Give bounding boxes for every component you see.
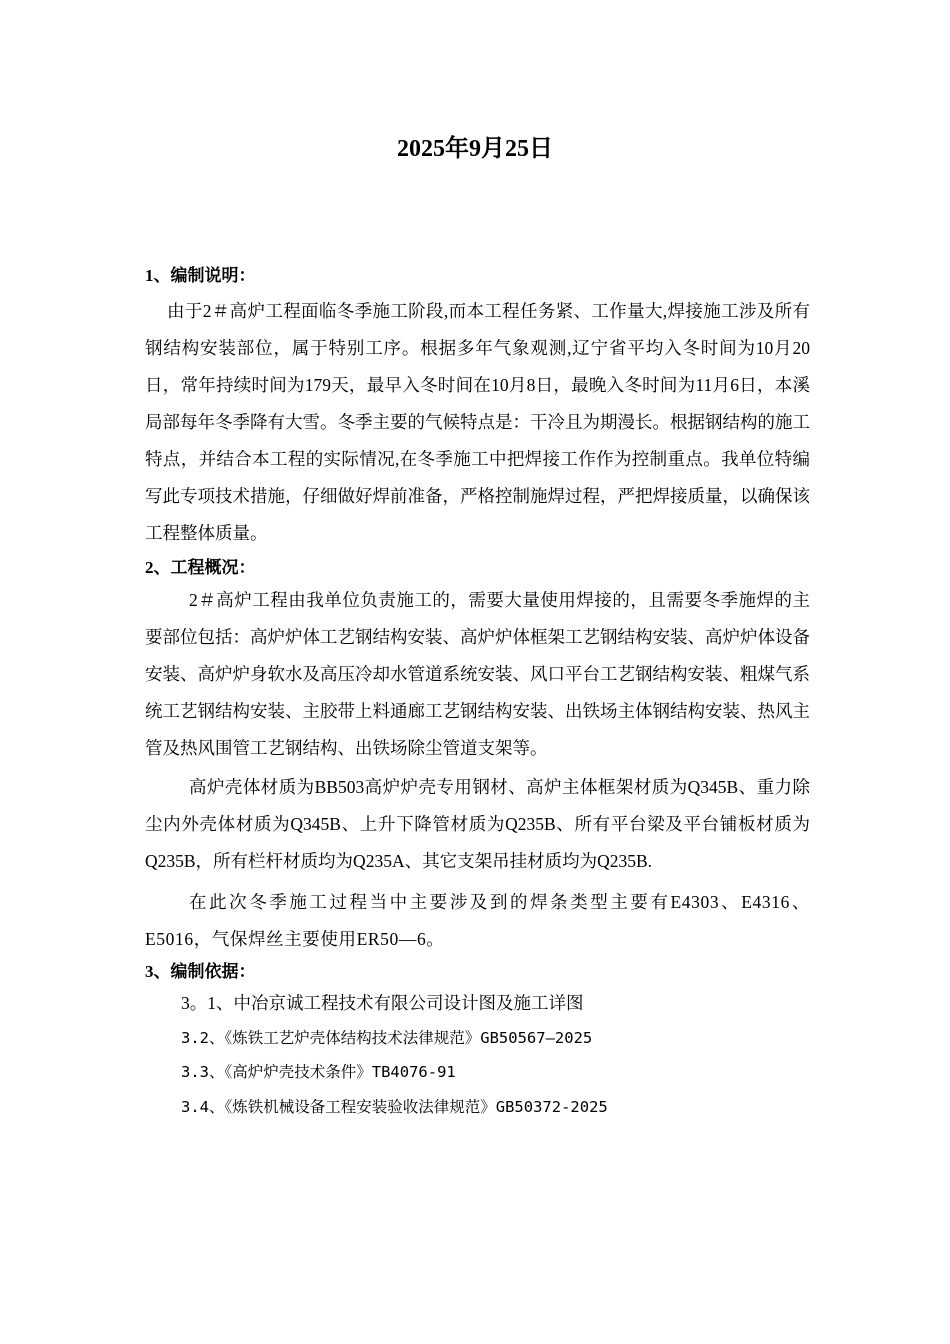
paragraph: 由于2＃高炉工程面临冬季施工阶段,而本工程任务紧、工作量大,焊接施工涉及所有钢结构安装部位，属于特别工序。根据多年气象观测,辽宁省平均入冬时间为10月20日，常年持续时间为179天，最早入冬时间在10月8日，最晚入冬时间为11月6日，本溪局部每年冬季降有大雪。冬季主要的气候特点是：干冷且为期漫长。根据钢结构的施工特点，并结合本工程的实际情况,在冬季施工中把焊接工作作为控制重点。我单位特编写此专项技术措施，仔细做好焊前准备，严格控制施焊过程，严把焊接质量，以确保该工程整体质量。 [145,301,810,543]
date-title: 2025年9月25日 [397,136,553,162]
basis-list [145,986,810,1124]
list-item: 3。1、中冶京诚工程技术有限公司设计图及施工详图 [181,993,584,1013]
list-item: 3.2、《炼铁工艺炉壳体结构技术法律规范》GB50567—2025 [181,1028,593,1047]
section-heading: 1、编制说明： [145,266,256,285]
section-compilation-basis [145,958,810,1124]
list-item: 3.3、《高炉炉壳技术条件》TB4076-91 [181,1063,456,1081]
section-project-overview [145,554,810,958]
paragraph: 在此次冬季施工过程当中主要涉及到的焊条类型主要有E4303、E4316、E5016，气保焊丝主要使用ER50—6。 [145,892,810,949]
section-compilation-notes [145,262,810,552]
paragraph: 高炉壳体材质为BB503高炉炉壳专用钢材、高炉主体框架材质为Q345B、重力除尘内外壳体材质为Q345B、上升下降管材质为Q235B、所有平台梁及平台铺板材质为Q235B，所有栏杆材质均为Q235A、其它支架吊挂材质均为Q235B. [145,777,810,871]
paragraph: 2＃高炉工程由我单位负责施工的，需要大量使用焊接的，且需要冬季施焊的主要部位包括：高炉炉体工艺钢结构安装、高炉炉体框架工艺钢结构安装、高炉炉体设备安装、高炉炉身软水及高压冷却水管道系统安装、风口平台工艺钢结构安装、粗煤气系统工艺钢结构安装、主胶带上料通廊工艺钢结构安装、出铁场主体钢结构安装、热风主管及热风围管工艺钢结构、出铁场除尘管道支架等。 [145,590,810,758]
list-item: 3.4、《炼铁机械设备工程安装验收法律规范》GB50372-2025 [181,1097,608,1116]
section-heading: 3、编制依据： [145,962,256,981]
section-heading: 2、工程概况： [145,558,256,577]
document-body [145,262,810,1124]
